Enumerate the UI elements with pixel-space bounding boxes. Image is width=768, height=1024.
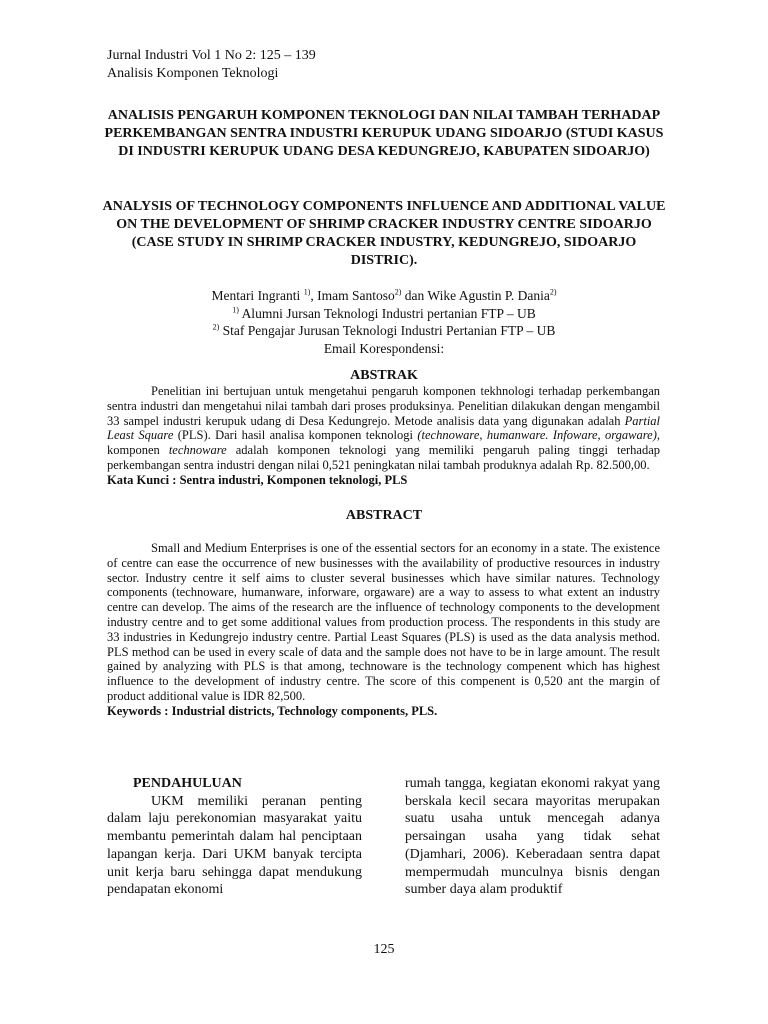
title-english: ANALYSIS OF TECHNOLOGY COMPONENTS INFLUENCE AND ADDITIONAL VALUE ON THE DEVELOPMENT OF SHRIMP CRACKER INDUSTRY CENTRE SIDOARJO (CASE STUDY IN SHRIMP CRACKER INDUSTRY, KEDUNGREJO, SIDOARJO DISTRIC).	[102, 199, 666, 268]
title-indonesian: ANALISIS PENGARUH KOMPONEN TEKNOLOGI DAN NILAI TAMBAH TERHADAP PERKEMBANGAN SENTRA INDUSTRI KERUPUK UDANG SIDOARJO (STUDI KASUS DI INDUSTRI KERUPUK UDANG DESA KEDUNGREJO, KABUPATEN SIDOARJO)	[104, 108, 664, 159]
affiliation-mark: 2)	[212, 322, 220, 332]
author-affiliation-mark: 2)	[549, 287, 557, 297]
journal-citation: Jurnal Industri Vol 1 No 2: 125 – 139	[107, 48, 316, 63]
abstrak-paragraph: Penelitian ini bertujuan untuk mengetahui pengaruh komponen tekhnologi terhadap perkembangan sentra industri dan mengetahui nilai tambah dari proses produksinya. Penelitian dilakukan dengan mengambil 33 sampel industri kerupuk udang di Desa Kedungrejo. Metode analisis data yang digunakan adalah Partial Least Square (PLS). Dari hasil analisa komponen teknologi (technoware, humanware. Infoware, orgaware), komponen technoware adalah komponen teknologi yang memiliki pengaruh paling tinggi terhadap perkembangan sentra industri dengan nilai 0,521 peningkatan nilai tambah produknya adalah Rp. 82.500,00.	[107, 384, 661, 472]
abstrak-components-term: (technoware, humanware. Infoware, orgaware)	[417, 428, 657, 443]
correspondence-email: Email Korespondensi:	[323, 340, 445, 356]
author-block	[100, 287, 668, 357]
abstrak-body	[107, 384, 660, 488]
running-title: Analisis Komponen Teknologi	[107, 66, 279, 81]
intro-heading: PENDAHULUAN	[133, 776, 242, 791]
abstrak-heading: ABSTRAK	[350, 368, 418, 383]
abstract-body	[107, 541, 660, 719]
author-affiliation-mark: 1)	[303, 287, 311, 297]
running-header	[107, 47, 316, 83]
intro-right-column	[405, 775, 660, 899]
abstract-keywords: Keywords : Industrial districts, Technology components, PLS.	[107, 703, 438, 718]
affiliation-mark: 1)	[232, 305, 239, 314]
affiliation-2: $^{2)}$ Staf Pengajar Jurusan Teknologi Industri Pertanian FTP – UB	[212, 322, 556, 338]
intro-paragraph: UKM memiliki peranan penting dalam laju perekonomian masyarakat yaitu membantu pemerintah dalam hal penciptaan lapangan kerja. Dari UKM banyak tercipta unit kerja baru sehingga dapat mendukung pendapatan ekonomi	[107, 793, 362, 898]
author-line: Mentari Ingranti $^{1)}$, Imam Santoso$^{2)}$ dan Wike Agustin P. Dania$^{2)}$	[211, 287, 557, 303]
abstrak-pls-term: Partial Least Square	[107, 413, 661, 443]
abstrak-technoware-term: technoware	[168, 443, 227, 458]
abstract-paragraph: Small and Medium Enterprises is one of the essential sectors for an economy in a state. The existence of centre can ease the occurrence of new businesses with the availability of productive resources in industry sector. Industry centre it self aims to cluster several businesses which have similar natures. Technology components (technoware, humanware, inforware, orgaware) are a way to assess to what extent an industry centre can develop. The aims of the research are the influence of technology components to the development industry centre and to get some additional values from production process. The respondents in this study are 33 industries in Kedungrejo industry centre. Partial Least Squares (PLS) is used as the data analysis method. PLS method can be used in every scale of data and the sample does not have to be in large amount. The result gained by analyzing with PLS is that among, technoware is the technology compenent which has highest influence to the development of industry centre. The score of this compenent is 0,520 ant the margin of product additional value is IDR 82,500.	[107, 541, 660, 703]
intro-paragraph-continued: rumah tangga, kegiatan ekonomi rakyat yang berskala kecil secara mayoritas merupakan suatu usaha untuk mencegah adanya persaingan usaha yang tidak sehat (Djamhari, 2006). Keberadaan sentra dapat mempermudah munculnya bisnis dengan sumber daya alam produktif	[405, 776, 660, 898]
affiliation-1: $^{1)}$ Alumni Jursan Teknologi Industri pertanian FTP – UB	[232, 305, 536, 321]
abstrak-keywords: Kata Kunci : Sentra industri, Komponen teknologi, PLS	[107, 472, 408, 487]
author-name: Imam Santoso	[317, 288, 395, 303]
author-affiliation-mark: 2)	[394, 287, 402, 297]
abstract-heading: ABSTRACT	[345, 508, 423, 523]
intro-left-column	[107, 775, 362, 899]
author-name: Mentari Ingranti	[211, 288, 301, 303]
author-name: dan Wike Agustin P. Dania	[404, 288, 550, 303]
page-number: 125	[373, 942, 395, 957]
